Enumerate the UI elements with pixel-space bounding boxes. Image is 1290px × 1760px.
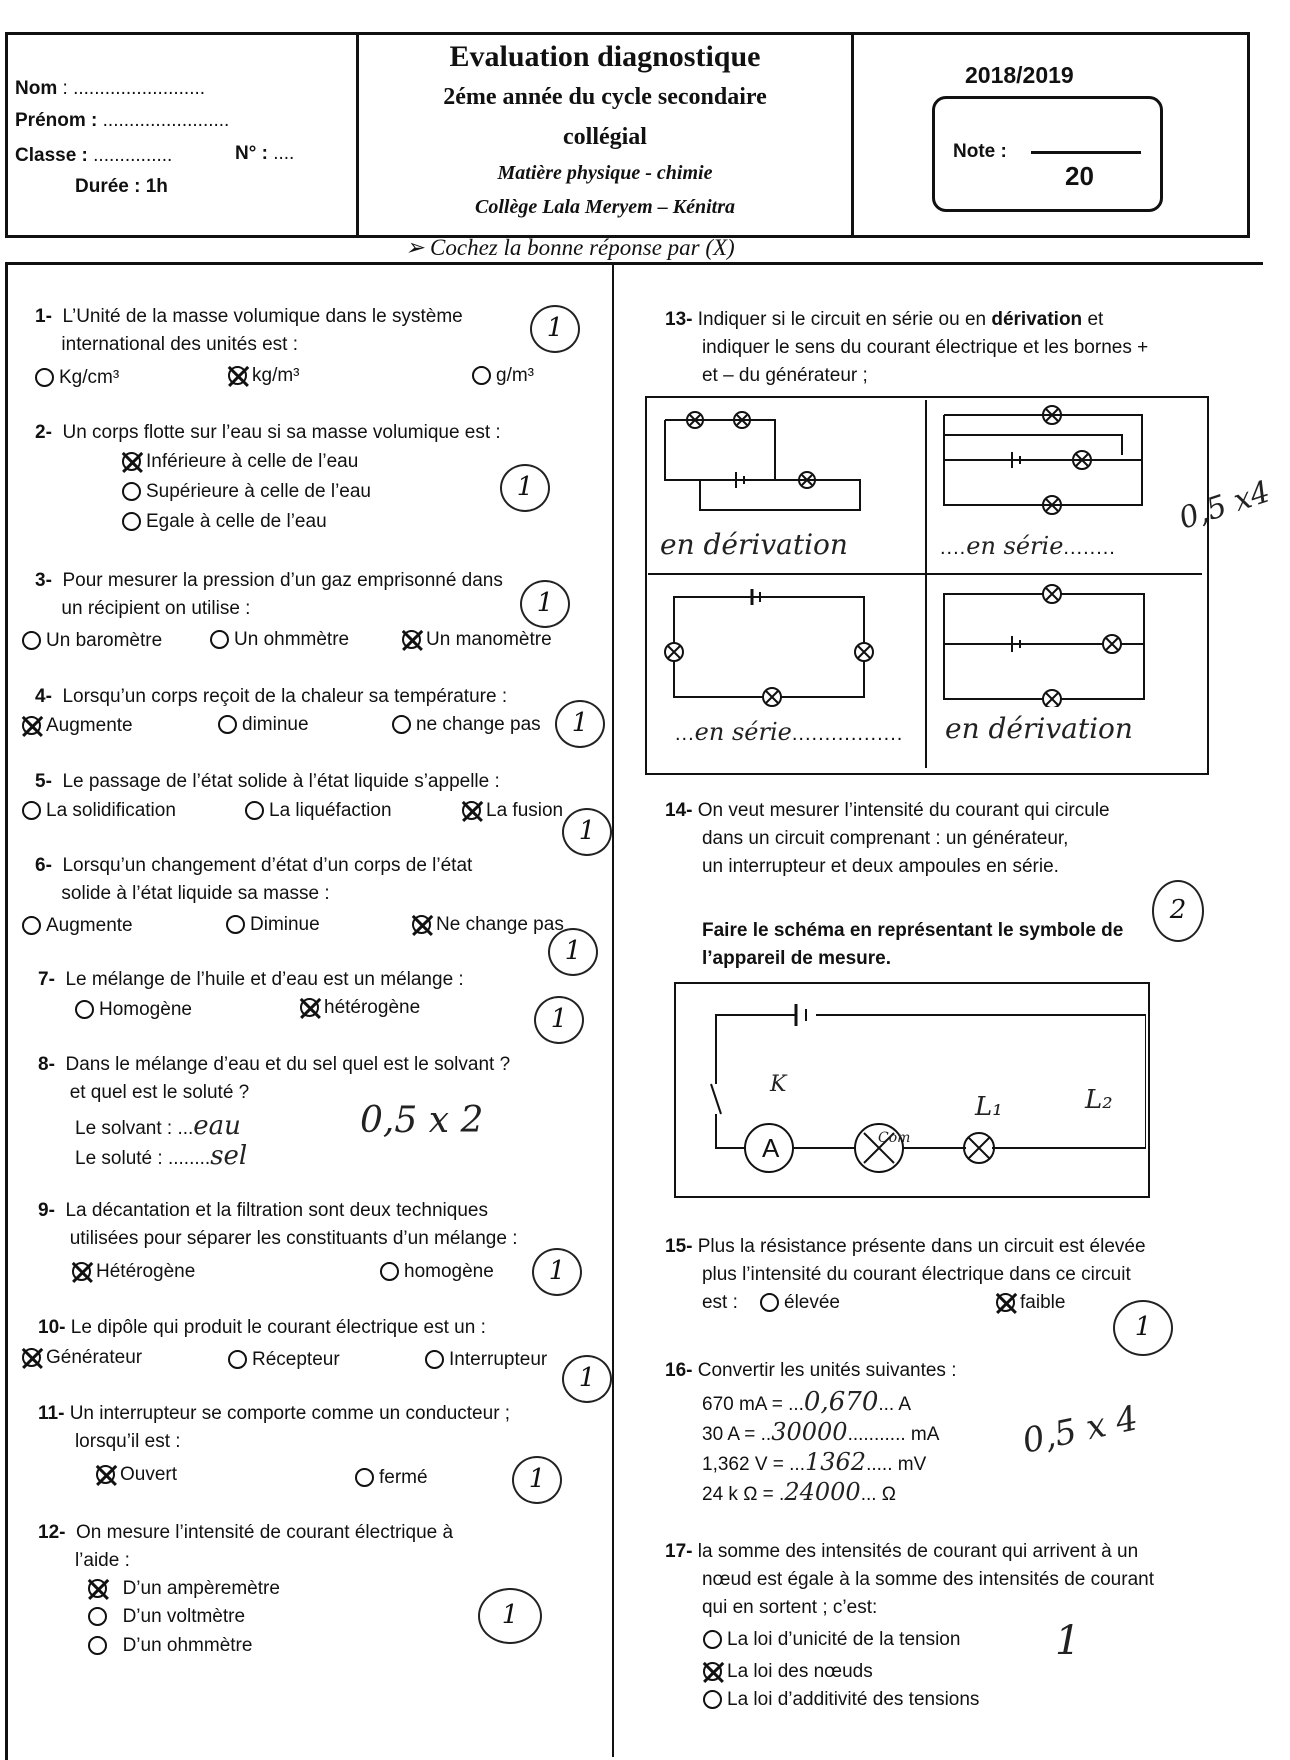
option-ouvert[interactable]: Ouvert [96, 1461, 177, 1489]
answer-circuit-1[interactable]: en dérivation [660, 528, 848, 561]
option-ne-change-pas[interactable]: ne change pas [392, 711, 541, 739]
option-recepteur[interactable]: Récepteur [228, 1346, 340, 1374]
radio-empty-icon[interactable] [88, 1636, 107, 1655]
radio-checked-icon[interactable] [412, 915, 431, 934]
radio-empty-icon[interactable] [760, 1293, 779, 1312]
ammeter-symbol: A [762, 1133, 780, 1163]
conversion-kohm-ohm[interactable]: 24 k Ω = .24000... Ω [702, 1478, 897, 1506]
radio-checked-icon[interactable] [122, 452, 141, 471]
circuit-diagram-2 [932, 400, 1202, 535]
question-5: 5- Le passage de l’état solide à l’état liquide s’appelle : [35, 771, 500, 792]
subject: Matière physique - chimie [497, 162, 713, 184]
question-10: 10- Le dipôle qui produit le courant électrique est un : [38, 1317, 486, 1338]
radio-empty-icon[interactable] [218, 715, 237, 734]
radio-empty-icon[interactable] [210, 630, 229, 649]
question-11: 11- Un interrupteur se comporte comme un conducteur ; lorsqu’il est : [38, 1403, 511, 1452]
radio-checked-icon[interactable] [996, 1293, 1015, 1312]
option-loi-unicite[interactable]: La loi d’unicité de la tension [703, 1626, 960, 1654]
radio-empty-icon[interactable] [703, 1690, 722, 1709]
score-mark: 1 [530, 305, 580, 353]
radio-checked-icon[interactable] [96, 1465, 115, 1484]
option-solidification[interactable]: La solidification [22, 797, 176, 825]
page-title: Evaluation diagnostique [449, 40, 761, 73]
option-barometre[interactable]: Un baromètre [22, 627, 162, 655]
option-ne-change-pas-masse[interactable]: Ne change pas [412, 911, 564, 939]
score-mark: 1 [532, 1248, 582, 1296]
radio-checked-icon[interactable] [88, 1579, 107, 1598]
radio-empty-icon[interactable] [703, 1630, 722, 1649]
question-14: 14- On veut mesurer l’intensité du courant qui circule dans un circuit comprenant : un générateur, un interrupteur et deux ampoules en série. [665, 800, 1110, 877]
question-1: 1- L’Unité de la masse volumique dans le système international des unités est : [35, 306, 463, 355]
question-15: 15- Plus la résistance présente dans un circuit est élevée plus l’intensité du courant électrique dans ce circuit est : [665, 1236, 1146, 1313]
option-augmente-masse[interactable]: Augmente [22, 912, 133, 940]
radio-empty-icon[interactable] [22, 916, 41, 935]
nom-field[interactable]: Nom : ......................... [15, 78, 206, 99]
option-loi-noeuds[interactable]: La loi des nœuds [703, 1658, 873, 1686]
radio-checked-icon[interactable] [22, 1348, 41, 1367]
radio-empty-icon[interactable] [88, 1607, 107, 1626]
note-line[interactable] [1031, 151, 1141, 154]
option-egale[interactable]: Egale à celle de l’eau [122, 508, 327, 536]
school-year: 2018/2019 [965, 62, 1074, 88]
option-amperemetre[interactable]: D’un ampèremètre [88, 1575, 280, 1603]
solvant-field[interactable]: Le solvant : ...eau [75, 1111, 241, 1141]
circuit-diagram-4 [932, 582, 1202, 707]
circuit-divider [925, 400, 927, 768]
option-ohmmetre[interactable]: Un ohmmètre [210, 626, 349, 654]
score-mark: 0,5 x 2 [360, 1100, 484, 1141]
option-kg-cm3[interactable]: Kg/cm³ [35, 364, 119, 392]
score-mark: 1 [520, 580, 570, 628]
option-manometre[interactable]: Un manomètre [402, 626, 552, 654]
option-heterogene[interactable]: hétérogène [300, 994, 420, 1022]
classe-field[interactable]: Classe : ............... [15, 145, 173, 166]
question-7: 7- Le mélange de l’huile et d’eau est un mélange : [38, 969, 464, 990]
radio-empty-icon[interactable] [122, 482, 141, 501]
score-mark: 1 [555, 700, 605, 748]
answer-circuit-2[interactable]: ....en série........ [940, 532, 1116, 560]
question-2: 2- Un corps flotte sur l’eau si sa masse volumique est : [35, 422, 501, 443]
question-12: 12- On mesure l’intensité de courant électrique à l’aide : [38, 1522, 454, 1571]
score-mark: 1 [1113, 1300, 1173, 1356]
option-fusion[interactable]: La fusion [462, 797, 563, 825]
option-kg-m3[interactable]: kg/m³ [228, 362, 300, 390]
com-label: Com [878, 1130, 911, 1146]
option-voltmetre[interactable]: D’un voltmètre [88, 1603, 245, 1631]
conversion-ma-a[interactable]: 670 mA = ...0,670... A [702, 1387, 912, 1417]
option-generateur[interactable]: Générateur [22, 1344, 142, 1372]
radio-empty-icon[interactable] [22, 801, 41, 820]
radio-empty-icon[interactable] [472, 366, 491, 385]
score-mark: 1 [500, 464, 550, 512]
radio-checked-icon[interactable] [22, 716, 41, 735]
option-elevee[interactable]: élevée [760, 1289, 840, 1317]
score-mark: 1 [562, 1355, 612, 1403]
radio-empty-icon[interactable] [380, 1262, 399, 1281]
conversion-a-ma[interactable]: 30 A = ..30000........... mA [702, 1418, 940, 1446]
radio-empty-icon[interactable] [22, 631, 41, 650]
conversion-v-mv[interactable]: 1,362 V = ...1362..... mV [702, 1448, 927, 1476]
radio-checked-icon[interactable] [72, 1262, 91, 1281]
question-6: 6- Lorsqu’un changement d’état d’un corps de l’état solide à l’état liquide sa masse : [35, 855, 473, 904]
option-liquefaction[interactable]: La liquéfaction [245, 797, 392, 825]
option-g-m3[interactable]: g/m³ [472, 362, 534, 390]
radio-empty-icon[interactable] [245, 801, 264, 820]
option-heterogene-9[interactable]: Hétérogène [72, 1258, 195, 1286]
solute-field[interactable]: Le soluté : ........sel [75, 1141, 248, 1171]
prenom-field[interactable]: Prénom : ........................ [15, 110, 230, 131]
option-inferieure[interactable]: Inférieure à celle de l’eau [122, 448, 358, 476]
score-mark: 1 [1055, 1618, 1081, 1664]
radio-checked-icon[interactable] [462, 801, 481, 820]
radio-checked-icon[interactable] [228, 366, 247, 385]
option-superieure[interactable]: Supérieure à celle de l’eau [122, 478, 371, 506]
option-interrupteur[interactable]: Interrupteur [425, 1346, 547, 1374]
radio-empty-icon[interactable] [425, 1350, 444, 1369]
switch-label: K [770, 1072, 787, 1097]
radio-empty-icon[interactable] [122, 512, 141, 531]
note-total: 20 [1065, 161, 1094, 191]
option-homogene[interactable]: Homogène [75, 996, 192, 1024]
radio-empty-icon[interactable] [75, 1000, 94, 1019]
column-divider [612, 262, 614, 1757]
question-9: 9- La décantation et la filtration sont deux techniques utilisées pour séparer les constituants d’un mélange : [38, 1200, 518, 1249]
radio-empty-icon[interactable] [35, 368, 54, 387]
subtitle-level: 2éme année du cycle secondaire [443, 84, 767, 110]
score-mark: 0,5 x4 [1174, 474, 1275, 537]
option-augmente[interactable]: Augmente [22, 712, 133, 740]
lamp-2-label: L₂ [1085, 1085, 1113, 1115]
radio-empty-icon[interactable] [226, 915, 245, 934]
question-4: 4- Lorsqu’un corps reçoit de la chaleur sa température : [35, 686, 508, 707]
radio-checked-icon[interactable] [300, 998, 319, 1017]
option-diminue[interactable]: diminue [218, 711, 309, 739]
score-mark: 1 [548, 928, 598, 976]
numero-field[interactable]: N° : .... [235, 143, 295, 164]
radio-empty-icon[interactable] [228, 1350, 247, 1369]
score-mark: 1 [512, 1456, 562, 1504]
radio-empty-icon[interactable] [355, 1468, 374, 1487]
option-faible[interactable]: faible [996, 1289, 1065, 1317]
duree: Durée : 1h [75, 176, 168, 197]
option-ohmmetre-12[interactable]: D’un ohmmètre [88, 1632, 252, 1660]
score-mark: 2 [1152, 880, 1204, 942]
question-14-instruction: Faire le schéma en représentant le symbole de l’appareil de mesure. [702, 920, 1124, 969]
score-mark: 0,5 x 4 [1019, 1398, 1142, 1462]
measurement-circuit [676, 984, 1146, 1192]
option-diminue-masse[interactable]: Diminue [226, 911, 320, 939]
note-label: Note : [953, 141, 1007, 162]
score-mark: 1 [478, 1588, 542, 1644]
circuit-diagram-3 [652, 582, 922, 707]
subtitle-cycle: collégial [563, 124, 647, 150]
radio-checked-icon[interactable] [703, 1662, 722, 1681]
option-loi-additivite[interactable]: La loi d’additivité des tensions [703, 1686, 979, 1714]
answer-circuit-4[interactable]: en dérivation [945, 712, 1133, 745]
school-name: Collège Lala Meryem – Kénitra [475, 196, 735, 218]
instruction: ➢ Cochez la bonne réponse par (X) [405, 235, 735, 260]
question-3: 3- Pour mesurer la pression d’un gaz emprisonné dans un récipient on utilise : [35, 570, 503, 619]
score-mark: 1 [562, 808, 612, 856]
option-homogene-9[interactable]: homogène [380, 1258, 494, 1286]
option-ferme[interactable]: fermé [355, 1464, 428, 1492]
note-box [932, 96, 1163, 212]
lamp-1-label: L₁ [975, 1092, 1003, 1122]
circuit-diagram-1 [650, 400, 922, 530]
question-17: 17- la somme des intensités de courant qui arrivent à un nœud est égale à la somme des intensités de courant qui en sortent ; c’est: [665, 1541, 1154, 1618]
radio-checked-icon[interactable] [402, 630, 421, 649]
answer-circuit-3[interactable]: ...en série................. [675, 718, 904, 746]
score-mark: 1 [534, 996, 584, 1044]
question-8: 8- Dans le mélange d’eau et du sel quel est le solvant ? et quel est le soluté ? [38, 1054, 511, 1103]
radio-empty-icon[interactable] [392, 715, 411, 734]
question-13: 13- Indiquer si le circuit en série ou en dérivation et indiquer le sens du courant électrique et les bornes + et – du générateur ; [665, 309, 1149, 386]
question-16: 16- Convertir les unités suivantes : [665, 1360, 957, 1381]
